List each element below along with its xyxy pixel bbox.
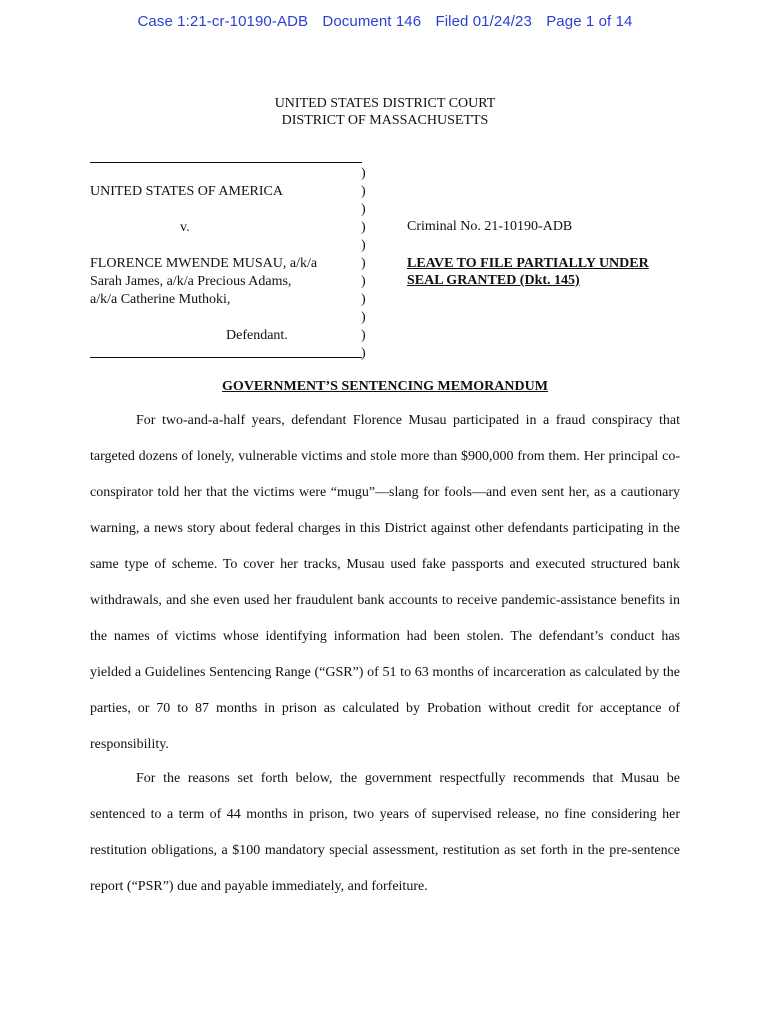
document-number: Document 146	[322, 13, 422, 30]
paragraph-text: For the reasons set forth below, the government respectfully recommends that Musau be sentenced to a term of 44 months in prison, two years of supervised release, no fine considering her restitution obligations, a $100 mandatory special assessment, restitution as set forth in the pre-sentence report (“PSR”) due and payable immediately, and forfeiture.	[90, 771, 680, 894]
memorandum-title: GOVERNMENT’S SENTENCING MEMORANDUM	[222, 379, 548, 394]
paren: )	[361, 256, 366, 271]
defendant-line-3: a/k/a Catherine Muthoki,	[90, 292, 231, 307]
paren: )	[361, 166, 366, 181]
ecf-header	[0, 13, 770, 30]
filed-date: Filed 01/24/23	[435, 13, 532, 30]
caption-top-rule	[90, 162, 362, 163]
paren: )	[361, 292, 366, 307]
paren: )	[361, 328, 366, 343]
seal-notice-line-1: LEAVE TO FILE PARTIALLY UNDER	[407, 256, 649, 271]
paren: )	[361, 238, 366, 253]
paren: )	[361, 310, 366, 325]
caption-parentheses	[361, 165, 366, 363]
paren: )	[361, 184, 366, 199]
versus-label: v.	[180, 220, 190, 235]
defendant-line-1: FLORENCE MWENDE MUSAU, a/k/a	[90, 256, 318, 271]
paren: )	[361, 202, 366, 217]
defendant-label: Defendant.	[226, 328, 288, 343]
case-number: Case 1:21-cr-10190-ADB	[137, 13, 309, 30]
seal-notice	[407, 255, 649, 289]
paragraph-text: For two-and-a-half years, defendant Florence Musau participated in a fraud conspiracy that targeted dozens of lonely, vulnerable victims and stole more than $900,000 from them. Her principal co-conspirator told her that the victims were “mugu”—slang for fools—and even sent her, as a cautionary warning, a news story about federal charges in this District against other defendants participating in the same type of scheme. To cover her tracks, Musau used fake passports and executed structured bank withdrawals, and she even used her fraudulent bank accounts to receive pandemic-assistance benefits in the names of victims whose identifying information had been stolen. The defendant’s conduct has yielded a Guidelines Sentencing Range (“GSR”) of 51 to 63 months of incarceration as calculated by the parties, or 70 to 87 months in prison as calculated by Probation without credit for acceptance of responsibility.	[90, 413, 680, 752]
page-indicator: Page 1 of 14	[546, 13, 633, 30]
seal-notice-line-2: SEAL GRANTED (Dkt. 145)	[407, 273, 580, 288]
court-district: DISTRICT OF MASSACHUSETTS	[281, 113, 489, 128]
plaintiff-name: UNITED STATES OF AMERICA	[90, 184, 283, 199]
criminal-number: Criminal No. 21-10190-ADB	[407, 219, 573, 234]
court-name: UNITED STATES DISTRICT COURT	[274, 96, 496, 111]
paren: )	[361, 346, 366, 361]
defendant-line-2: Sarah James, a/k/a Precious Adams,	[90, 274, 292, 289]
paren: )	[361, 274, 366, 289]
caption-bottom-rule	[90, 357, 362, 358]
defendant-names	[90, 255, 362, 309]
body-paragraph-2	[90, 761, 680, 905]
body-paragraph-1	[90, 403, 680, 763]
paren: )	[361, 220, 366, 235]
court-heading	[0, 95, 770, 129]
